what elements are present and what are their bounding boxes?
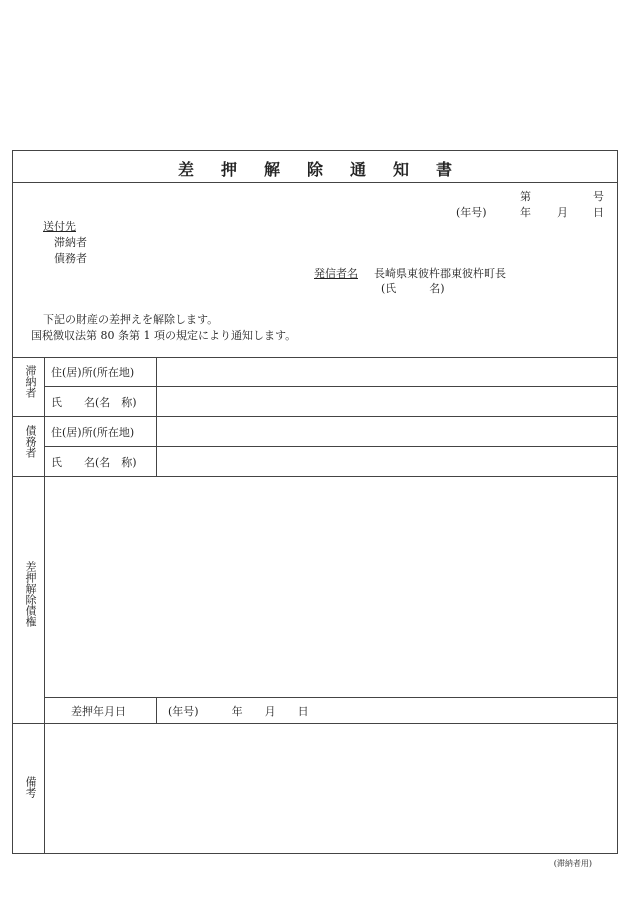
row-divider-6 <box>13 723 618 724</box>
taxpayer-address-field[interactable] <box>160 359 614 384</box>
month-label: 月 <box>557 206 568 219</box>
row-divider-2 <box>13 416 618 417</box>
debtor-name-field[interactable] <box>160 449 614 474</box>
date-column-divider <box>156 697 157 723</box>
taxpayer-name-field[interactable] <box>160 389 614 414</box>
debtor-address-field[interactable] <box>160 419 614 444</box>
release-notice-form <box>12 150 618 854</box>
row-divider-4 <box>13 476 618 477</box>
taxpayer-address-label: 住(居)所(所在地) <box>51 366 135 379</box>
row-divider-5 <box>44 697 618 698</box>
row-divider-3 <box>44 446 618 447</box>
number-prefix: 第 <box>520 190 531 203</box>
seizure-date-label: 差押年月日 <box>71 705 126 718</box>
remarks-field[interactable] <box>48 727 614 849</box>
remarks-section-label: 備考 <box>24 776 37 798</box>
debtor-name-label: 氏 名(名 称) <box>51 456 137 469</box>
message-release: 下記の財産の差押えを解除します。 <box>43 313 219 326</box>
taxpayer-section-label: 滞納者 <box>24 365 37 398</box>
message-law: 国税徴収法第 80 条第 1 項の規定により通知します。 <box>31 329 297 342</box>
sender-label: 発信者名 <box>314 267 358 280</box>
released-claim-section-label: 差押解除債権 <box>24 561 37 627</box>
sender-value: 長崎県東彼杵郡東彼杵町長 <box>374 267 506 280</box>
era-label: (年号) <box>456 206 487 219</box>
title-row <box>13 151 617 183</box>
row-divider-1 <box>44 386 618 387</box>
year-label: 年 <box>520 206 531 219</box>
day-label: 日 <box>593 206 604 219</box>
form-title: 差押解除通知書 <box>177 160 479 179</box>
debtor-section-label: 債務者 <box>24 425 37 458</box>
header-area <box>13 182 617 358</box>
number-suffix: 号 <box>593 190 604 203</box>
sender-name: (氏 名) <box>381 282 445 295</box>
seizure-date-value[interactable]: (年号) 年 月 日 <box>168 705 309 718</box>
left-column-divider <box>44 357 45 854</box>
copy-designation: (滞納者用) <box>553 859 592 868</box>
send-to-debtor: 債務者 <box>54 252 87 265</box>
released-claim-field[interactable] <box>48 481 614 693</box>
send-to-label: 送付先 <box>43 220 76 233</box>
taxpayer-name-label: 氏 名(名 称) <box>51 396 137 409</box>
debtor-address-label: 住(居)所(所在地) <box>51 426 135 439</box>
send-to-taxpayer: 滞納者 <box>54 236 87 249</box>
